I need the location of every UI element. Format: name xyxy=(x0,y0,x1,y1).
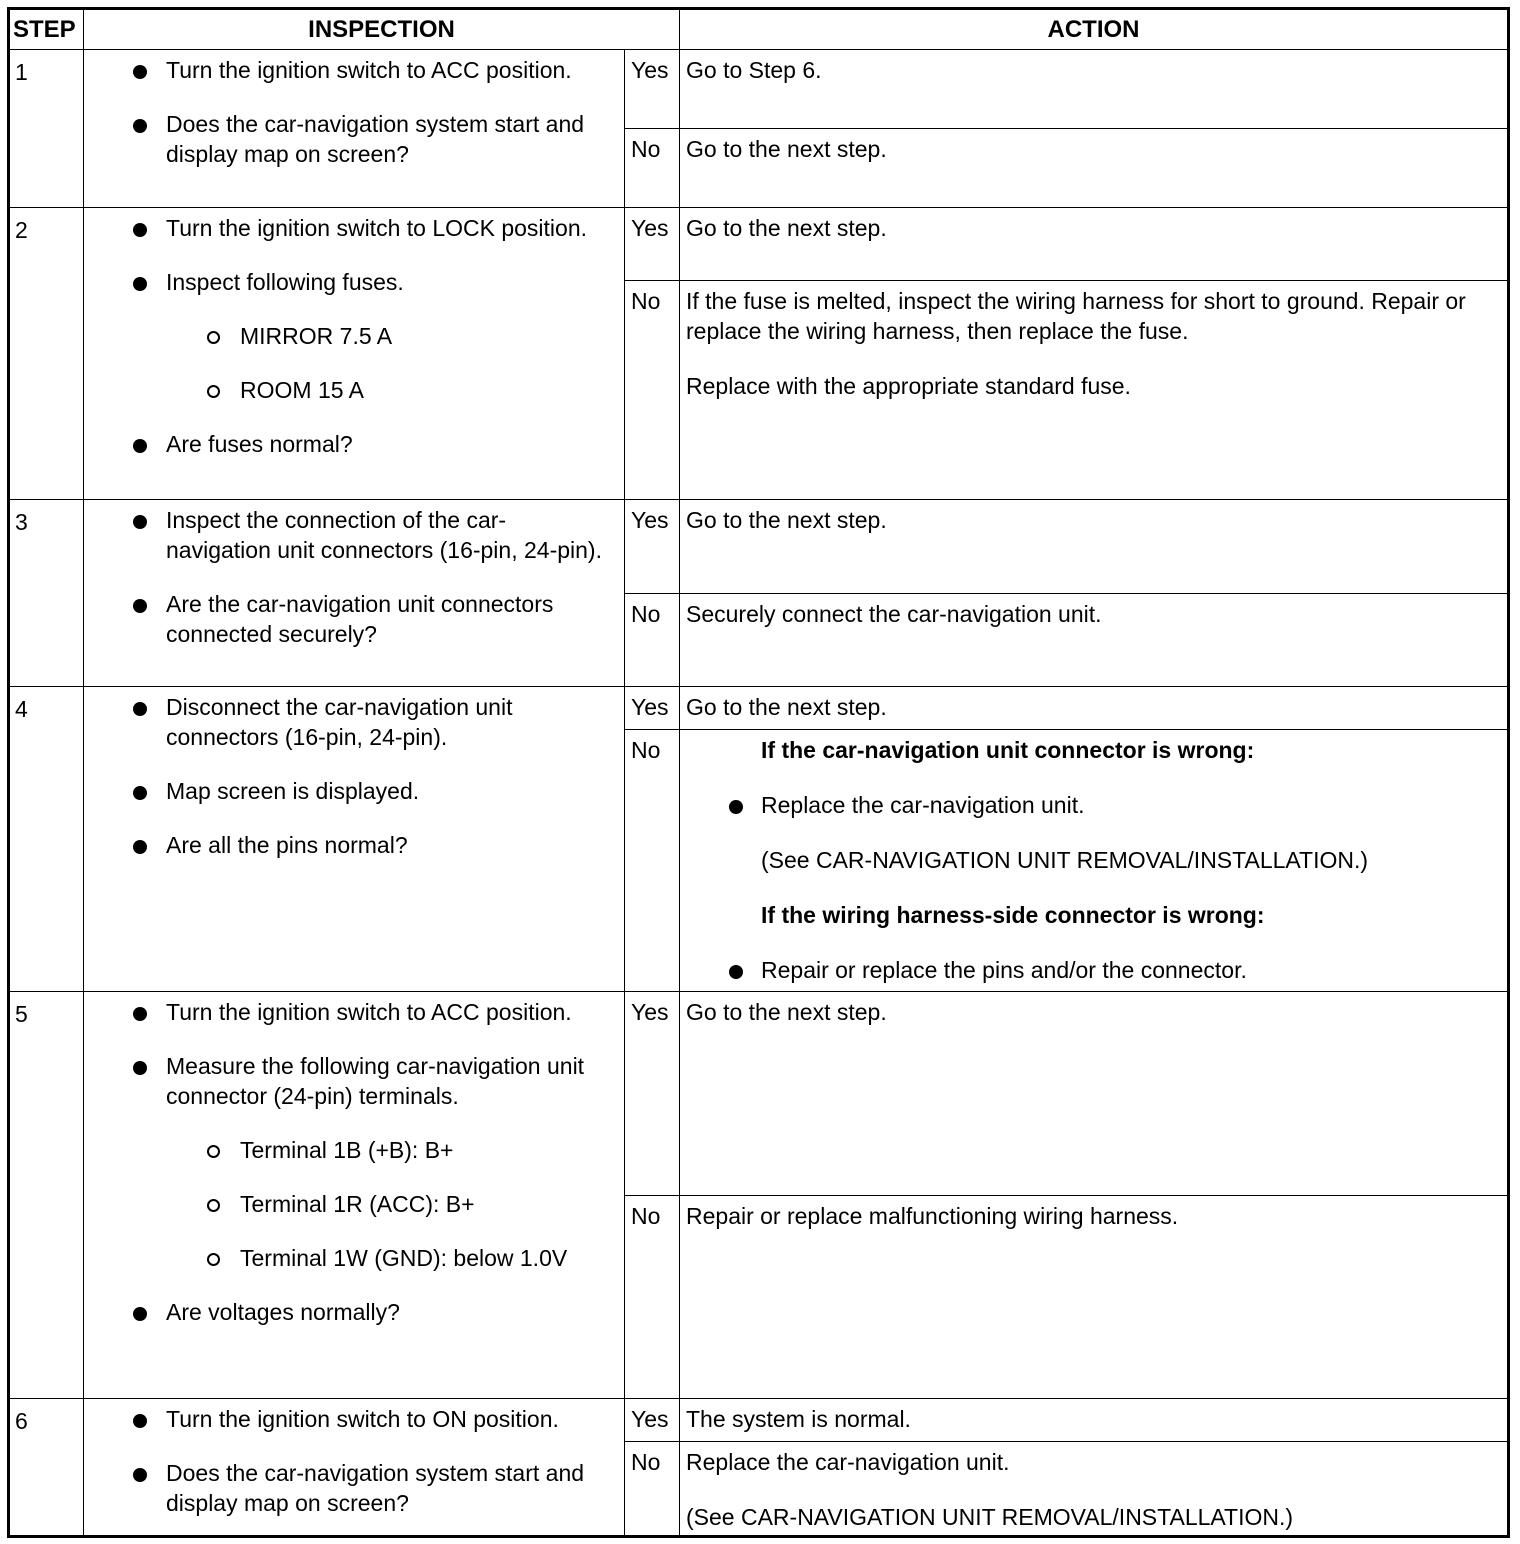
step-number: 5 xyxy=(9,992,84,1399)
condition-heading: If the car-navigation unit connector is wrong: xyxy=(761,737,1255,763)
yes-label: Yes xyxy=(625,1399,680,1442)
step-number: 1 xyxy=(9,50,84,208)
no-action: Repair or replace malfunctioning wiring harness. xyxy=(680,1196,1509,1399)
inspection-item: Turn the ignition switch to ACC position. xyxy=(84,997,604,1027)
bullet-circle-icon xyxy=(207,1145,220,1158)
yes-label: Yes xyxy=(625,500,680,594)
inspection-item: Map screen is displayed. xyxy=(84,776,604,806)
inspection-cell xyxy=(84,992,625,1399)
yes-action: Go to the next step. xyxy=(680,992,1509,1196)
bullet-dot-icon xyxy=(133,65,147,79)
inspection-subitem: Terminal 1R (ACC): B+ xyxy=(84,1189,604,1219)
no-label: No xyxy=(625,730,680,992)
inspection-cell xyxy=(84,687,625,992)
inspection-subitem: ROOM 15 A xyxy=(84,375,604,405)
yes-label: Yes xyxy=(625,687,680,730)
no-action xyxy=(680,730,1509,992)
yes-action: The system is normal. xyxy=(680,1399,1509,1442)
bullet-circle-icon xyxy=(207,385,220,398)
action-bullet: Repair or replace the pins and/or the connector. xyxy=(686,955,1497,985)
yes-action: Go to the next step. xyxy=(680,687,1509,730)
bullet-dot-icon xyxy=(133,1307,147,1321)
inspection-item: Are all the pins normal? xyxy=(84,830,604,860)
bullet-circle-icon xyxy=(207,1253,220,1266)
step-number: 4 xyxy=(9,687,84,992)
bullet-dot-icon xyxy=(133,1007,147,1021)
inspection-subitem: Terminal 1B (+B): B+ xyxy=(84,1135,604,1165)
reference-note: (See CAR-NAVIGATION UNIT REMOVAL/INSTALLATION.) xyxy=(761,847,1369,873)
inspection-item: Does the car-navigation system start and display map on screen? xyxy=(84,109,604,169)
bullet-dot-icon xyxy=(133,840,147,854)
inspection-subitem: MIRROR 7.5 A xyxy=(84,321,604,351)
inspection-cell xyxy=(84,50,625,208)
bullet-dot-icon xyxy=(133,515,147,529)
inspection-cell xyxy=(84,500,625,687)
inspection-subitem: Terminal 1W (GND): below 1.0V xyxy=(84,1243,604,1273)
bullet-dot-icon xyxy=(133,439,147,453)
yes-action: Go to the next step. xyxy=(680,208,1509,281)
header-inspection: INSPECTION xyxy=(84,9,680,50)
no-label: No xyxy=(625,1442,680,1537)
bullet-dot-icon xyxy=(729,800,743,814)
bullet-dot-icon xyxy=(729,965,743,979)
step-number: 2 xyxy=(9,208,84,500)
header-action: ACTION xyxy=(680,9,1509,50)
bullet-circle-icon xyxy=(207,331,220,344)
bullet-dot-icon xyxy=(133,277,147,291)
inspection-item: Disconnect the car-navigation unit connectors (16-pin, 24-pin). xyxy=(84,692,604,752)
header-step: STEP xyxy=(9,9,84,50)
no-action: Go to the next step. xyxy=(680,129,1509,208)
bullet-dot-icon xyxy=(133,786,147,800)
no-action: If the fuse is melted, inspect the wiring harness for short to ground. Repair or replace the wiring harness, then replace the fuse. Replace with the appropriate standard fuse. xyxy=(680,281,1509,500)
step-row-3-yes xyxy=(9,500,1509,594)
bullet-dot-icon xyxy=(133,119,147,133)
no-label: No xyxy=(625,129,680,208)
inspection-item: Turn the ignition switch to ON position. xyxy=(84,1404,604,1434)
inspection-item: Turn the ignition switch to ACC position. xyxy=(84,55,604,85)
yes-action: Go to Step 6. xyxy=(680,50,1509,129)
yes-label: Yes xyxy=(625,50,680,129)
yes-label: Yes xyxy=(625,208,680,281)
bullet-dot-icon xyxy=(133,599,147,613)
bullet-circle-icon xyxy=(207,1199,220,1212)
inspection-item: Turn the ignition switch to LOCK position. xyxy=(84,213,604,243)
inspection-item: Are fuses normal? xyxy=(84,429,604,459)
bullet-dot-icon xyxy=(133,1061,147,1075)
yes-action: Go to the next step. xyxy=(680,500,1509,594)
inspection-item: Measure the following car-navigation unit connector (24-pin) terminals. xyxy=(84,1051,604,1111)
inspection-item: Inspect the connection of the car-navigation unit connectors (16-pin, 24-pin). xyxy=(84,505,604,565)
step-row-6-yes xyxy=(9,1399,1509,1442)
step-row-1-yes xyxy=(9,50,1509,129)
no-label: No xyxy=(625,281,680,500)
bullet-dot-icon xyxy=(133,1468,147,1482)
yes-label: Yes xyxy=(625,992,680,1196)
condition-heading: If the wiring harness-side connector is wrong: xyxy=(761,902,1265,928)
step-row-5-yes xyxy=(9,992,1509,1196)
no-action: Securely connect the car-navigation unit. xyxy=(680,594,1509,687)
no-label: No xyxy=(625,594,680,687)
bullet-dot-icon xyxy=(133,1414,147,1428)
bullet-dot-icon xyxy=(133,223,147,237)
inspection-cell xyxy=(84,1399,625,1537)
bullet-dot-icon xyxy=(133,702,147,716)
header-row xyxy=(9,9,1509,50)
no-label: No xyxy=(625,1196,680,1399)
inspection-item: Are voltages normally? xyxy=(84,1297,604,1327)
no-action: Replace the car-navigation unit. (See CAR-NAVIGATION UNIT REMOVAL/INSTALLATION.) xyxy=(680,1442,1509,1537)
step-number: 6 xyxy=(9,1399,84,1537)
inspection-item: Inspect following fuses. xyxy=(84,267,604,297)
inspection-cell xyxy=(84,208,625,500)
action-bullet: Replace the car-navigation unit. xyxy=(686,790,1497,820)
step-row-4-yes xyxy=(9,687,1509,730)
inspection-item: Does the car-navigation system start and display map on screen? xyxy=(84,1458,604,1518)
inspection-table xyxy=(7,7,1510,1538)
step-number: 3 xyxy=(9,500,84,687)
inspection-item: Are the car-navigation unit connectors connected securely? xyxy=(84,589,604,649)
step-row-2-yes xyxy=(9,208,1509,281)
